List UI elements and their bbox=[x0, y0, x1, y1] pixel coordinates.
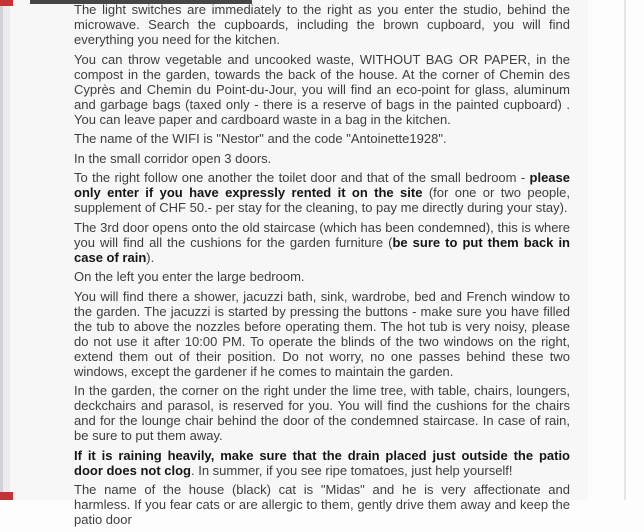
paragraph-light-switches bbox=[74, 2, 570, 47]
paragraph-text: You can throw vegetable and uncooked waste, WITHOUT BAG OR PAPER, in the compost in the garden, towards the back of the house. At the corner of Chemin des Cyprès and Chemin du Point-du-Jour, you will find an eco-point for glass, aluminum and garbage bags (taxed only - there is a reserve of bags in the painted cupboard) . You can leave paper and cardboard waste in a bag in the kitchen. bbox=[74, 51, 570, 127]
paragraph-corridor bbox=[74, 151, 570, 166]
paragraph-text-bold: be sure to put them back in case of rain bbox=[74, 234, 570, 265]
paragraph-waste-compost bbox=[74, 52, 570, 127]
page-right-edge-line bbox=[624, 0, 626, 500]
page-left-edge-light bbox=[3, 0, 10, 500]
document-text bbox=[74, 2, 570, 532]
paragraph-text: The light switches are immediately to the right as you enter the studio, behind the microwave. Search the cupboards, including the brown cupboard, you will find everything you need for the kitchen. bbox=[74, 2, 570, 47]
paragraph-text-bold: If it is raining heavily, make sure that the drain placed just outside the patio door does not clog bbox=[74, 447, 570, 478]
paragraph-small-bedroom bbox=[74, 170, 570, 215]
paragraph-large-bedroom bbox=[74, 269, 570, 284]
paragraph-text: On the left you enter the large bedroom. bbox=[74, 269, 305, 284]
paragraph-text: You will find there a shower, jacuzzi bath, sink, wardrobe, bed and French window to the garden. The jacuzzi is started by pressing the buttons - make sure you have filled the tub to above the nozzles before operating them. The hot tub is very noisy, please do not use it after 10:00 PM. To operate the blinds of the two windows on the right, extend them out of their position. Do not worry, no one passes behind these two windows, except the gardener if he comes to maintain the garden. bbox=[74, 288, 570, 379]
paragraph-text: The name of the house (black) cat is "Midas" and he is very affectionate and harmless. If you fear cats or are allergic to them, gently drive them away and keep the patio door bbox=[74, 482, 570, 527]
red-corner-marker-bottom bbox=[0, 492, 13, 500]
paragraph-text: In the garden, the corner on the right under the lime tree, with table, chairs, loungers, deckchairs and parasol, is reserved for you. You will find the cushions for the chairs and for the lounge chair behind the door of the condemned staircase. In case of rain, be sure to put them away. bbox=[74, 383, 570, 443]
paragraph-text: (for one or two people, supplement of CHF 50.- per stay for the cleaning, to pay me directly during your stay). bbox=[74, 185, 570, 215]
paragraph-old-staircase bbox=[74, 220, 570, 265]
paragraph-text: In the small corridor open 3 doors. bbox=[74, 150, 272, 166]
red-corner-marker-top bbox=[0, 0, 13, 6]
paragraph-drain bbox=[74, 448, 570, 478]
paragraph-wifi bbox=[74, 131, 570, 146]
paragraph-text: The 3rd door opens onto the old staircase (which has been condemned), this is where you will find all the cushions for the garden furniture ( bbox=[74, 219, 570, 250]
paragraph-text: To the right follow one another the toilet door and that of the small bedroom - bbox=[74, 170, 530, 185]
paragraph-text: . In summer, if you see ripe tomatoes, just help yourself! bbox=[191, 462, 513, 478]
paragraph-jacuzzi bbox=[74, 289, 570, 379]
paragraph-text-bold: please only enter if you have expressly rented it on the site bbox=[74, 170, 570, 200]
paragraph-text: The name of the WIFI is "Nestor" and the code "Antoinette1928". bbox=[74, 131, 447, 146]
paragraph-garden bbox=[74, 383, 570, 443]
paragraph-text: ). bbox=[146, 249, 155, 265]
paragraph-cat bbox=[74, 482, 570, 527]
